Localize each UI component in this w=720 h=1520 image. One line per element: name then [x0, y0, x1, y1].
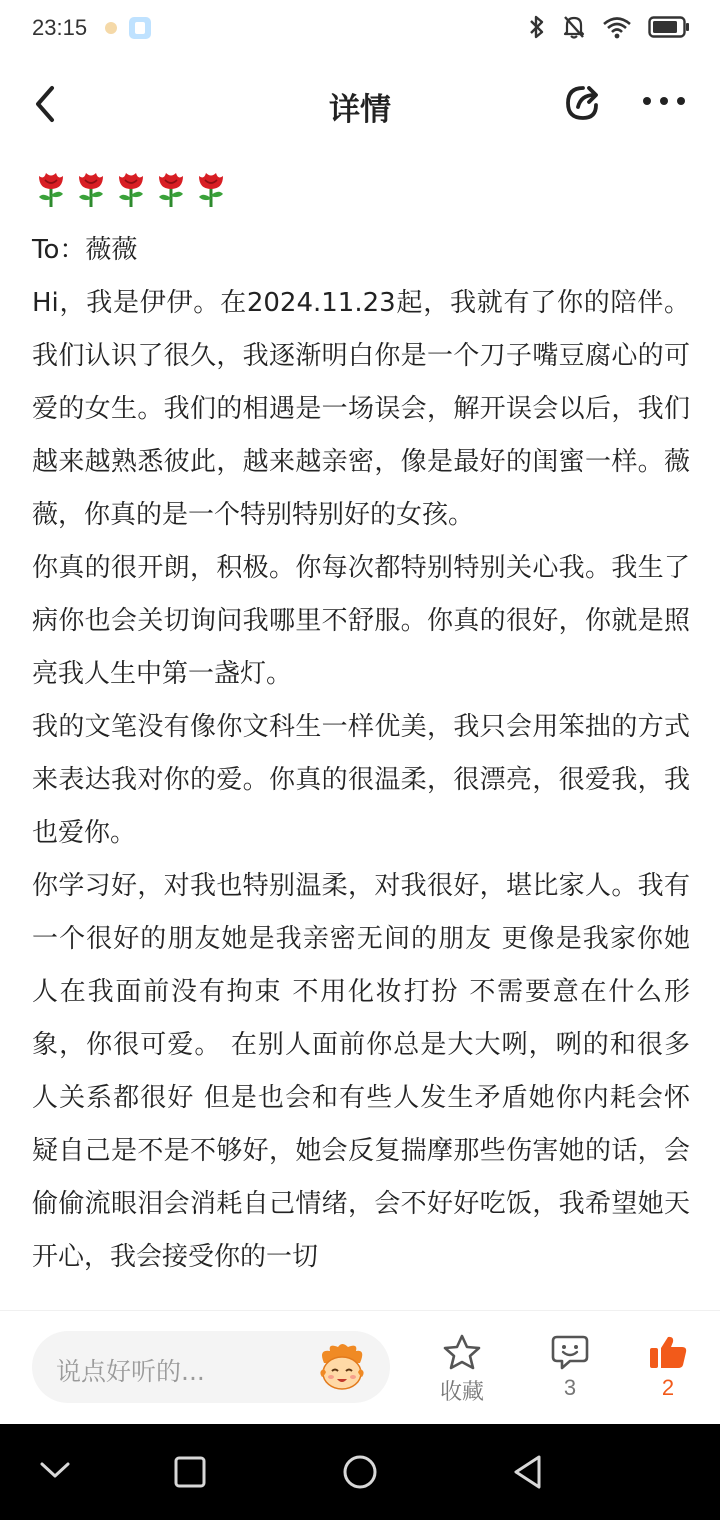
status-bar	[0, 0, 720, 56]
thumbs-up-icon	[648, 1333, 688, 1371]
status-time: 23:15	[32, 15, 88, 40]
comment-bubble-icon	[550, 1333, 590, 1371]
like-button[interactable]	[633, 1333, 703, 1401]
battery-icon	[648, 15, 690, 39]
nav-back-icon[interactable]	[510, 1452, 546, 1492]
bottom-action-bar	[0, 1310, 720, 1424]
article-paragraph: 我的文笔没有像你文科生一样优美，我只会用笨拙的方式来表达我对你的爱。你真的很温柔，很漂亮，很爱我，我也爱你。	[32, 712, 690, 848]
article-body	[32, 224, 690, 1284]
status-icons	[528, 14, 690, 40]
comment-button[interactable]	[535, 1333, 605, 1401]
article-to-line: To：薇薇	[32, 235, 138, 265]
post-content[interactable]	[0, 150, 720, 1310]
favorite-label: 收藏	[439, 1379, 484, 1404]
app-notification-icon	[129, 17, 151, 39]
nav-home-icon[interactable]	[340, 1452, 380, 1492]
share-icon[interactable]	[562, 80, 606, 124]
mascot-emoji-icon[interactable]	[316, 1341, 368, 1393]
comment-input[interactable]	[32, 1331, 390, 1403]
rose-icon	[154, 170, 188, 208]
rose-icon	[74, 170, 108, 208]
like-count: 2	[661, 1375, 675, 1400]
rose-emoji-row	[34, 170, 228, 208]
wifi-icon	[602, 15, 632, 39]
header	[0, 56, 720, 152]
favorite-button[interactable]	[427, 1333, 497, 1406]
nav-collapse-icon[interactable]	[38, 1458, 72, 1482]
bluetooth-icon	[528, 14, 546, 40]
notification-dot-icon	[105, 22, 117, 34]
rose-icon	[114, 170, 148, 208]
mute-bell-icon	[562, 14, 586, 40]
rose-icon	[194, 170, 228, 208]
system-nav-bar	[0, 1424, 720, 1520]
article-paragraph: 你学习好，对我也特别温柔，对我很好，堪比家人。我有一个很好的朋友她是我亲密无间的朋友 更像是我家你她人在我面前没有拘束 不用化妆打扮 不需要意在什么形象，你很可爱。 在别人面前你总是大大咧，咧的和很多人关系都很好 但是也会和有些人发生矛盾她你内耗会怀疑自己是不是不够好，她会反复揣摩那些伤害她的话，会偷偷流眼泪会消耗自己情绪，会不好好吃饭，我希望她天开心，我会接受你的一切	[32, 871, 690, 1272]
more-icon[interactable]	[640, 84, 688, 118]
nav-recents-icon[interactable]	[172, 1454, 208, 1490]
star-icon	[442, 1333, 482, 1371]
comment-count: 3	[563, 1375, 577, 1400]
comment-placeholder: 说点好听的...	[56, 1357, 205, 1386]
article-paragraph: 你真的很开朗，积极。你每次都特别特别关心我。我生了病你也会关切询问我哪里不舒服。你真的很好，你就是照亮我人生中第一盏灯。	[32, 553, 690, 689]
article-paragraph: Hi，我是伊伊。在2024.11.23起，我就有了你的陪伴。我们认识了很久，我逐渐明白你是一个刀子嘴豆腐心的可爱的女生。我们的相遇是一场误会，解开误会以后，我们越来越熟悉彼此，越来越亲密，像是最好的闺蜜一样。薇薇，你真的是一个特别特别好的女孩。	[32, 288, 690, 530]
rose-icon	[34, 170, 68, 208]
page-title: 详情	[329, 92, 391, 128]
